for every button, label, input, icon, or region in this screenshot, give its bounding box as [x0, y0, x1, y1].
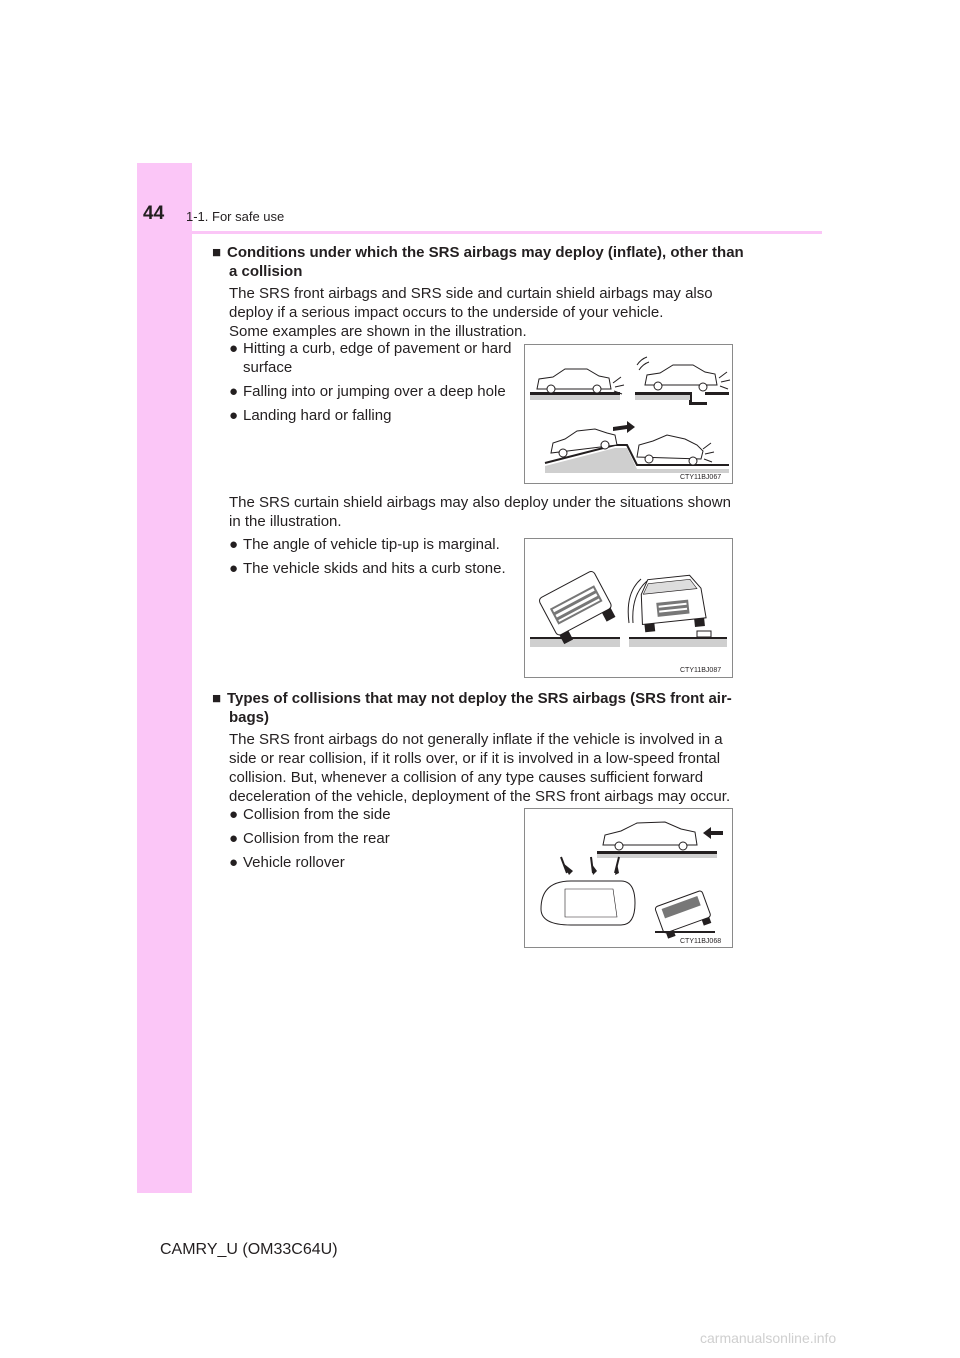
- list-item: ● The vehicle skids and hits a curb stone.: [229, 560, 506, 577]
- paragraph-line: deploy if a serious impact occurs to the underside of your vehicle.: [229, 304, 664, 321]
- list-item: ● Collision from the rear: [229, 830, 390, 847]
- list-item: ● Vehicle rollover: [229, 854, 345, 871]
- figure-tip-up-skid: [524, 538, 733, 678]
- figure-undercarriage-impact: [524, 344, 733, 484]
- bullet-dot-icon: ●: [229, 340, 239, 357]
- section-title: 1-1. For safe use: [186, 209, 285, 224]
- figure-side-rear-rollover: [524, 808, 733, 948]
- heading-line: bags): [229, 709, 270, 726]
- watermark: carmanualsonline.info: [700, 1330, 837, 1346]
- list-item: ● The angle of vehicle tip-up is marginal.: [229, 536, 500, 553]
- paragraph-line: The SRS front airbags and SRS side and curtain shield airbags may also: [229, 285, 713, 302]
- bullet-dot-icon: ●: [229, 830, 239, 847]
- heading-line: Types of collisions that may not deploy the SRS airbags (SRS front air-: [227, 690, 732, 707]
- list-item: ● Collision from the side: [229, 806, 391, 823]
- section-heading: [212, 243, 752, 281]
- section-conditions: [212, 243, 752, 341]
- side-tab-bar: [137, 163, 192, 1193]
- bullet-dot-icon: ●: [229, 854, 239, 871]
- figure-code: CTY11BJ067: [680, 474, 722, 481]
- heading-line: Conditions under which the SRS airbags may deploy (inflate), other than: [227, 244, 744, 261]
- footer-model-code: CAMRY_U (OM33C64U): [160, 1241, 338, 1258]
- heading-square-icon: ■: [212, 244, 222, 261]
- bullet-dot-icon: ●: [229, 383, 239, 400]
- paragraph-line: Some examples are shown in the illustration.: [229, 323, 527, 340]
- bullet-list: [229, 805, 519, 877]
- bullet-dot-icon: ●: [229, 806, 239, 823]
- paragraph-line: deceleration of the vehicle, deployment of the SRS front airbags may occur.: [229, 788, 731, 805]
- list-item: ● Landing hard or falling: [229, 407, 392, 424]
- bullet-list: [229, 535, 519, 583]
- heading-square-icon: ■: [212, 690, 222, 707]
- section-paragraph: [212, 284, 752, 341]
- paragraph-line: side or rear collision, if it rolls over, or if it is involved in a low-speed frontal: [229, 750, 721, 767]
- paragraph-line: in the illustration.: [229, 513, 342, 530]
- section-curtain: [212, 493, 752, 531]
- bullet-list: [229, 339, 519, 430]
- page-number: 44: [143, 203, 165, 224]
- paragraph-line: The SRS front airbags do not generally inflate if the vehicle is involved in a: [229, 731, 723, 748]
- bullet-dot-icon: ●: [229, 407, 239, 424]
- heading-line: a collision: [229, 263, 303, 280]
- section-heading: [212, 689, 752, 727]
- list-item: ● Falling into or jumping over a deep hole: [229, 383, 506, 400]
- paragraph-line: The SRS curtain shield airbags may also deploy under the situations shown: [229, 494, 731, 511]
- header-rule: [192, 231, 822, 234]
- bullet-dot-icon: ●: [229, 536, 239, 553]
- section-paragraph: [212, 493, 752, 531]
- section-paragraph: [212, 730, 752, 806]
- figure-code: CTY11BJ087: [680, 667, 722, 674]
- section-non-deploy: [212, 689, 752, 806]
- figure-code: CTY11BJ068: [680, 938, 722, 945]
- list-item: ● Hitting a curb, edge of pavement or hard surface: [229, 340, 512, 376]
- paragraph-line: collision. But, whenever a collision of any type causes sufficient forward: [229, 769, 704, 786]
- bullet-dot-icon: ●: [229, 560, 239, 577]
